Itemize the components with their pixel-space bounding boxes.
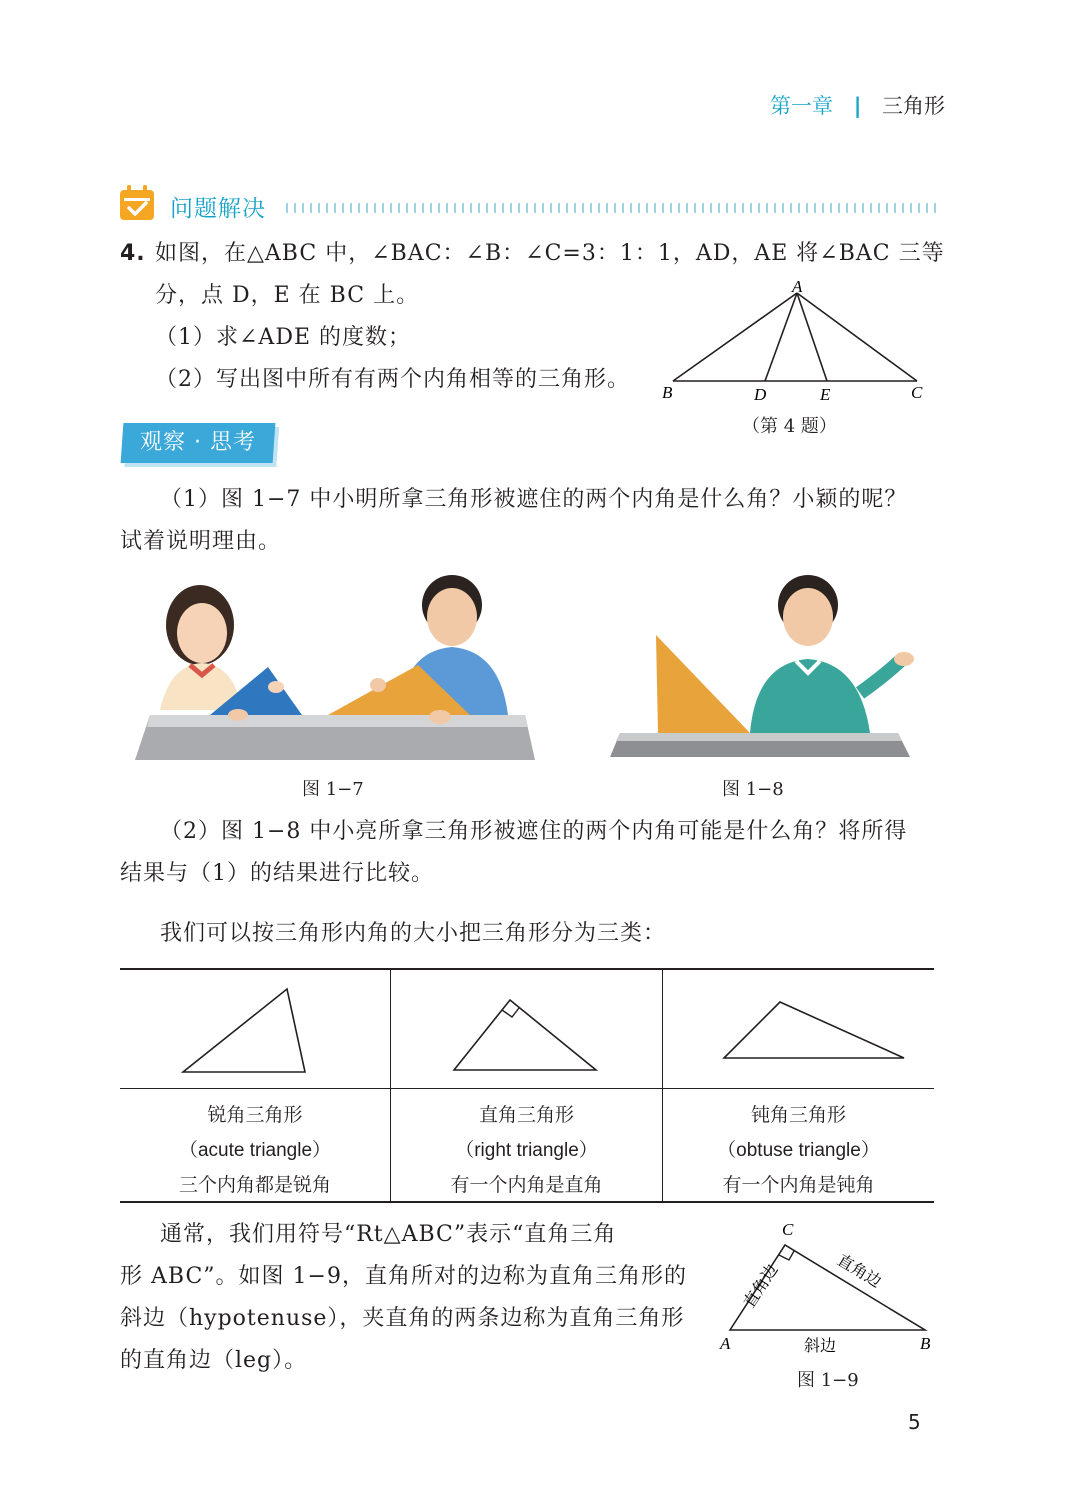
vertex-label-c: C <box>782 1220 794 1239</box>
figure-1-9 <box>710 1215 950 1365</box>
right-triangle-text-line2: 形 ABC”。如图 1−9，直角所对的边称为直角三角形的 <box>120 1264 687 1289</box>
observe-question-1-line1: （1）图 1−7 中小明所拿三角形被遮住的两个内角是什么角？小颖的呢？ <box>160 487 908 512</box>
figure-1-7-illustration <box>130 575 540 765</box>
header-separator: | <box>853 94 862 118</box>
problem-section-title: 问题解决 <box>170 196 266 222</box>
observe-question-2-line2: 结果与（1）的结果进行比较。 <box>120 861 434 886</box>
point-label-d: D <box>754 385 767 404</box>
classification-table <box>120 968 934 1203</box>
figure-1-8-illustration <box>610 575 920 765</box>
obtuse-english: （obtuse triangle） <box>717 1140 880 1161</box>
figure-1-7-caption: 图 1−7 <box>302 779 364 800</box>
left-leg-label: 直角边 <box>739 1260 782 1312</box>
right-english: （right triangle） <box>455 1140 598 1161</box>
section-dotted-rule <box>286 203 936 213</box>
observe-question-2-line1: （2）图 1−8 中小亮所拿三角形被遮住的两个内角可能是什么角？将所得 <box>160 819 908 844</box>
problem-4-line1: 如图，在△ABC 中，∠BAC：∠B：∠C=3：1：1，AD，AE 将∠BAC 三等 <box>155 241 945 266</box>
point-label-b: B <box>662 383 673 402</box>
table-cell-right <box>391 1098 662 1203</box>
chapter-label: 第一章 <box>770 94 833 118</box>
right-triangle-figure <box>450 994 600 1078</box>
point-label-a: A <box>792 278 803 296</box>
right-leg-label: 直角边 <box>833 1250 885 1292</box>
problem-4-caption: （第 4 题） <box>742 416 837 437</box>
point-label-e: E <box>820 385 831 404</box>
observe-section-badge <box>121 423 276 463</box>
right-name: 直角三角形 <box>478 1104 574 1126</box>
observe-section-title: 观察 · 思考 <box>140 430 256 455</box>
point-label-c: C <box>911 383 923 402</box>
observe-question-1-line2: 试着说明理由。 <box>120 529 282 554</box>
figure-1-8-caption: 图 1−8 <box>722 779 784 800</box>
table-row-divider <box>120 1088 934 1089</box>
table-cell-obtuse <box>663 1098 934 1203</box>
vertex-label-b: B <box>920 1334 931 1353</box>
right-triangle-text-line3: 斜边（hypotenuse），夹直角的两条边称为直角三角形 <box>120 1306 685 1331</box>
right-triangle-text-line1: 通常，我们用符号“Rt△ABC”表示“直角三角 <box>160 1222 617 1247</box>
classification-intro: 我们可以按三角形内角的大小把三角形分为三类： <box>160 921 667 946</box>
problem-4-question-1: （1）求∠ADE 的度数； <box>155 325 412 350</box>
right-triangle-text-line4: 的直角边（leg）。 <box>120 1348 308 1373</box>
table-cell-acute <box>120 1098 390 1203</box>
page-number: 5 <box>908 1410 921 1434</box>
acute-english: （acute triangle） <box>178 1140 332 1161</box>
calendar-check-icon <box>118 184 156 222</box>
vertex-label-a: A <box>720 1334 731 1353</box>
running-header <box>770 90 945 120</box>
problem-section-icon <box>118 184 156 222</box>
acute-description: 三个内角都是锐角 <box>178 1174 331 1196</box>
acute-triangle-figure <box>175 984 325 1078</box>
chapter-title: 三角形 <box>882 94 946 118</box>
obtuse-name: 钝角三角形 <box>750 1104 846 1126</box>
hypotenuse-label: 斜边 <box>804 1336 837 1355</box>
problem-4-number: 4. <box>120 241 146 266</box>
problem-4-line2: 分，点 D，E 在 BC 上。 <box>155 283 420 308</box>
problem-4-question-2: （2）写出图中所有有两个内角相等的三角形。 <box>155 367 630 392</box>
acute-name: 锐角三角形 <box>207 1104 303 1126</box>
figure-1-9-caption: 图 1−9 <box>797 1370 859 1391</box>
right-description: 有一个内角是直角 <box>450 1174 603 1196</box>
obtuse-description: 有一个内角是钝角 <box>722 1174 875 1196</box>
problem-4-figure <box>655 278 945 408</box>
obtuse-triangle-figure <box>720 998 910 1064</box>
